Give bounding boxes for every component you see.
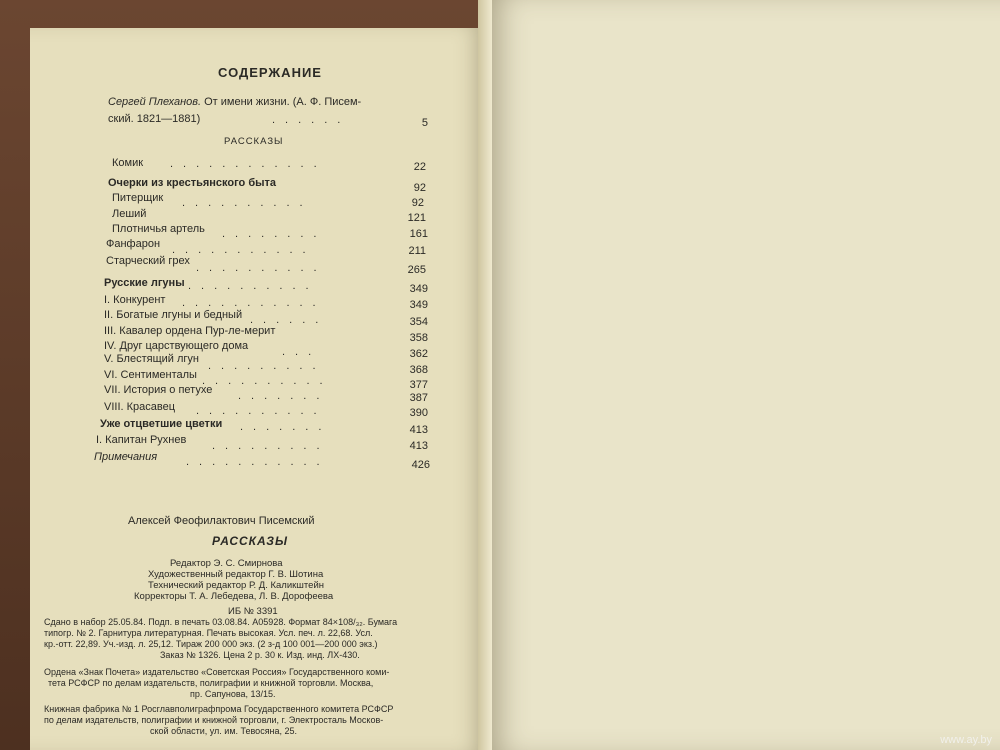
leader-dots: ............: [170, 158, 327, 170]
imprint-ib: ИБ № 3391: [228, 606, 278, 617]
toc-entry-title: Леший: [112, 208, 147, 220]
toc-entry-page: 413: [409, 424, 428, 436]
toc-entry-title: VII. История о петухе: [104, 384, 213, 396]
toc-entry-page: 92: [413, 182, 426, 194]
toc-entry-title: Примечания: [94, 451, 158, 463]
intro-title-line2: ский. 1821—1881): [108, 113, 201, 125]
intro-title-line1: От имени жизни. (А. Ф. Писем-: [204, 96, 362, 108]
toc-entry-title: Уже отцветшие цветки: [100, 418, 223, 430]
toc-entry-page: 368: [409, 364, 428, 376]
book-gutter: [478, 0, 492, 750]
printer-line: Книжная фабрика № 1 Росглавполиграфпрома Государственного комитета РСФСР: [44, 704, 394, 714]
watermark: www.ay.by: [940, 734, 992, 746]
toc-entry-title: Фанфарон: [106, 238, 161, 250]
toc-entry-page: 354: [409, 316, 428, 328]
toc-entry-page: 349: [409, 283, 428, 295]
toc-entry-title: I. Капитан Рухнев: [96, 434, 187, 446]
leader-dots: ...........: [182, 297, 326, 309]
toc-entry-title: III. Кавалер ордена Пур-ле-мерит: [104, 325, 276, 337]
toc-entry-title: Питерщик: [112, 192, 164, 204]
printer-line: по делам издательств, полиграфии и книжной торговли, г. Электросталь Москов-: [44, 715, 384, 725]
imprint-art-editor: Художественный редактор Г. В. Шотина: [148, 569, 324, 580]
toc-entry-title: VIII. Красавец: [104, 401, 176, 413]
imprint-editor: Редактор Э. С. Смирнова: [170, 558, 283, 569]
leader-dots: ......: [272, 114, 351, 126]
intro-page: 5: [421, 117, 428, 129]
toc-entry-title: Плотничья артель: [112, 223, 205, 235]
toc-entry-page: 358: [409, 332, 428, 344]
print-line: кр.-отт. 22,89. Уч.-изд. л. 25,12. Тираж 200 000 экз. (2 з-д 100 001—200 000 экз.): [44, 639, 378, 649]
leader-dots: .........: [208, 360, 326, 372]
leader-dots: ..........: [202, 375, 333, 387]
toc-entry-page: 362: [409, 348, 428, 360]
toc-entry-title: V. Блестящий лгун: [104, 353, 199, 365]
leader-dots: ........: [222, 228, 327, 240]
print-line: Сдано в набор 25.05.84. Подп. в печать 03.08.84. А05928. Формат 84×108/₃₂. Бумага: [44, 617, 398, 627]
leader-dots: ..........: [182, 197, 313, 209]
print-line: Заказ № 1326. Цена 2 р. 30 к. Изд. инд. ЛХ-430.: [160, 650, 360, 660]
leader-dots: ..........: [188, 280, 319, 292]
toc-entry-page: 390: [409, 407, 428, 419]
toc-entry-title: II. Богатые лгуны и бедный: [104, 309, 243, 321]
leader-dots: ..........: [196, 405, 327, 417]
intro-author: Сергей Плеханов.: [108, 96, 202, 108]
toc-entry-page: 265: [407, 264, 426, 276]
leader-dots: .........: [212, 440, 330, 452]
toc-entry-title: I. Конкурент: [104, 294, 166, 306]
section-title: РАССКАЗЫ: [224, 136, 284, 147]
publisher-line: Ордена «Знак Почета» издательство «Советская Россия» Государственного коми-: [44, 667, 390, 677]
leader-dots: ...........: [172, 244, 316, 256]
intro-line-1: [108, 97, 361, 108]
leader-dots: ...: [282, 346, 322, 358]
toc-entry-page: 387: [409, 392, 428, 404]
imprint-author: Алексей Феофилактович Писемский: [128, 515, 315, 527]
toc-entry-page: 121: [407, 212, 426, 224]
toc-entry-title: VI. Сентименталы: [104, 369, 197, 381]
toc-entry-page: 161: [409, 228, 428, 240]
toc-entry-page: 413: [409, 440, 428, 452]
leader-dots: ...........: [186, 456, 330, 468]
leader-dots: ..........: [196, 262, 327, 274]
imprint-tech-editor: Технический редактор Р. Д. Каликштейн: [148, 580, 324, 591]
toc-entry-page: 22: [413, 161, 426, 173]
leader-dots: ......: [250, 314, 329, 326]
toc-entry-page: 349: [409, 299, 428, 311]
toc-entry-title: Комик: [112, 157, 144, 169]
publisher-line: пр. Сапунова, 13/15.: [190, 689, 276, 699]
publisher-line: тета РСФСР по делам издательств, полиграфии и книжной торговли. Москва,: [48, 678, 374, 688]
leader-dots: .......: [240, 421, 332, 433]
toc-heading: СОДЕРЖАНИЕ: [218, 65, 322, 80]
right-blank-page: [485, 0, 1000, 750]
toc-entry-title: Очерки из крестьянского быта: [108, 177, 277, 189]
toc-entry-page: 426: [411, 459, 430, 471]
imprint-proofreaders: Корректоры Т. А. Лебедева, Л. В. Дорофеева: [134, 591, 334, 602]
toc-entry-title: IV. Друг царствующего дома: [104, 340, 249, 352]
leader-dots: .......: [238, 390, 330, 402]
print-line: типогр. № 2. Гарнитура литературная. Печать высокая. Усл. печ. л. 22,68. Усл.: [44, 628, 373, 638]
toc-entry-title: Русские лгуны: [104, 277, 185, 289]
toc-entry-page: 377: [409, 379, 428, 391]
toc-entry-page: 211: [408, 245, 426, 257]
printer-line: ской области, ул. им. Тевосяна, 25.: [150, 726, 298, 736]
toc-entry-page: 92: [411, 197, 424, 209]
toc-entry-title: Старческий грех: [106, 255, 190, 267]
imprint-book-title: РАССКАЗЫ: [212, 534, 288, 548]
